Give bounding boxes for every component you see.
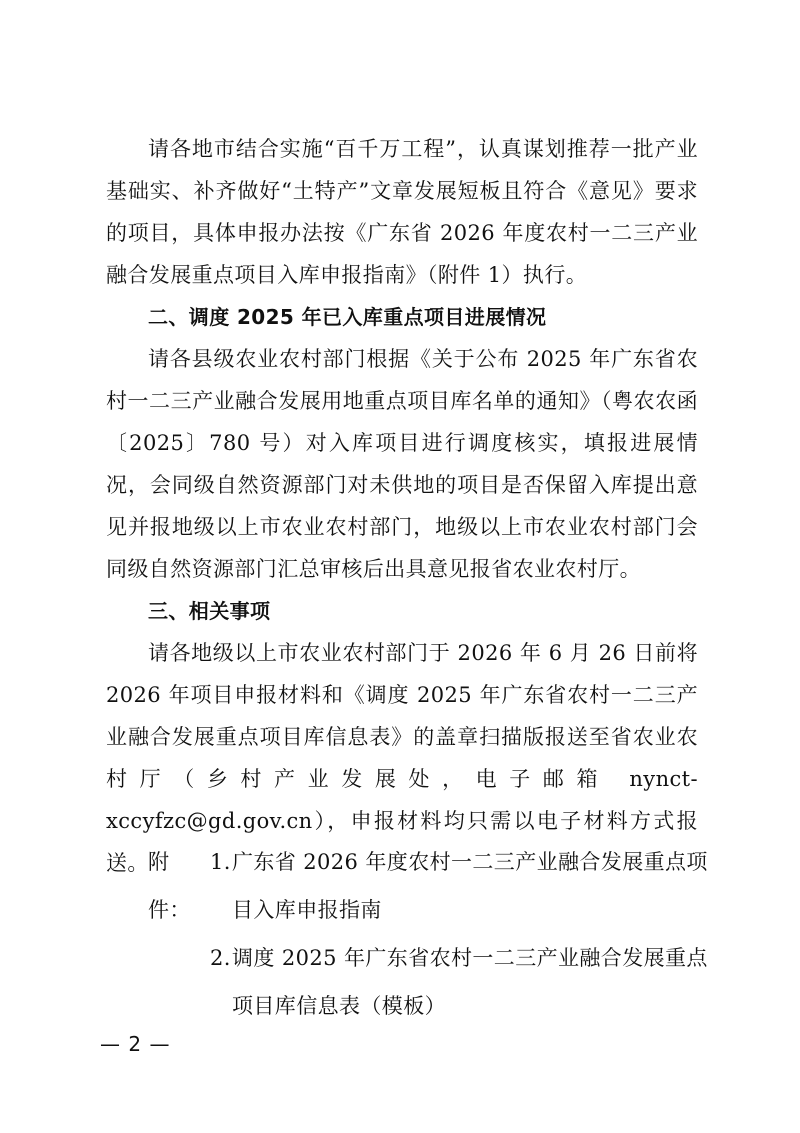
attachment-item	[148, 838, 708, 934]
paragraph-project-recommendation: 请各地市结合实施“百千万工程”，认真谋划推荐一批产业基础实、补齐做好“土特产”文章发展短板且符合《意见》要求的项目，具体申报办法按《广东省 2026 年度农村一二三产业融合发展重点项目入库申报指南》（附件 1）执行。	[106, 137, 698, 287]
attachment-title: 广东省 2026 年度农村一二三产业融合发展重点项目入库申报指南	[232, 850, 708, 922]
page-number: — 2 —	[100, 1032, 171, 1056]
attachment-item	[210, 934, 708, 1030]
attachment-title: 调度 2025 年广东省农村一二三产业融合发展重点项目库信息表（模板）	[232, 946, 708, 1018]
attachment-number: 1.	[210, 850, 231, 874]
attachment-number: 2.	[210, 946, 231, 970]
section-heading-3: 三、相关事项	[148, 599, 271, 623]
paragraph-related-matters: 请各地级以上市农业农村部门于 2026 年 6 月 26 日前将 2026 年项目申报材料和《调度 2025 年广东省农村一二三产业融合发展重点项目库信息表》的盖章扫描版报送至省农业农村厅（乡村产业发展处，电子邮箱 nynct-xccyfzc@gd.gov.cn），申报材料均只需以电子材料方式报送。	[106, 641, 698, 875]
attachments-list	[148, 838, 708, 1030]
section-heading-2: 二、调度 2025 年已入库重点项目进展情况	[148, 305, 547, 329]
attachments-label: 附件：	[148, 850, 191, 922]
paragraph-progress-dispatch: 请各县级农业农村部门根据《关于公布 2025 年广东省农村一二三产业融合发展用地重点项目库名单的通知》（粤农农函〔2025〕780 号）对入库项目进行调度核实，填报进展情况，会同级自然资源部门对未供地的项目是否保留入库提出意见并报地级以上市农业农村部门，地级以上市农业农村部门会同级自然资源部门汇总审核后出具意见报省农业农村厅。	[106, 347, 698, 581]
body-text	[106, 128, 698, 884]
